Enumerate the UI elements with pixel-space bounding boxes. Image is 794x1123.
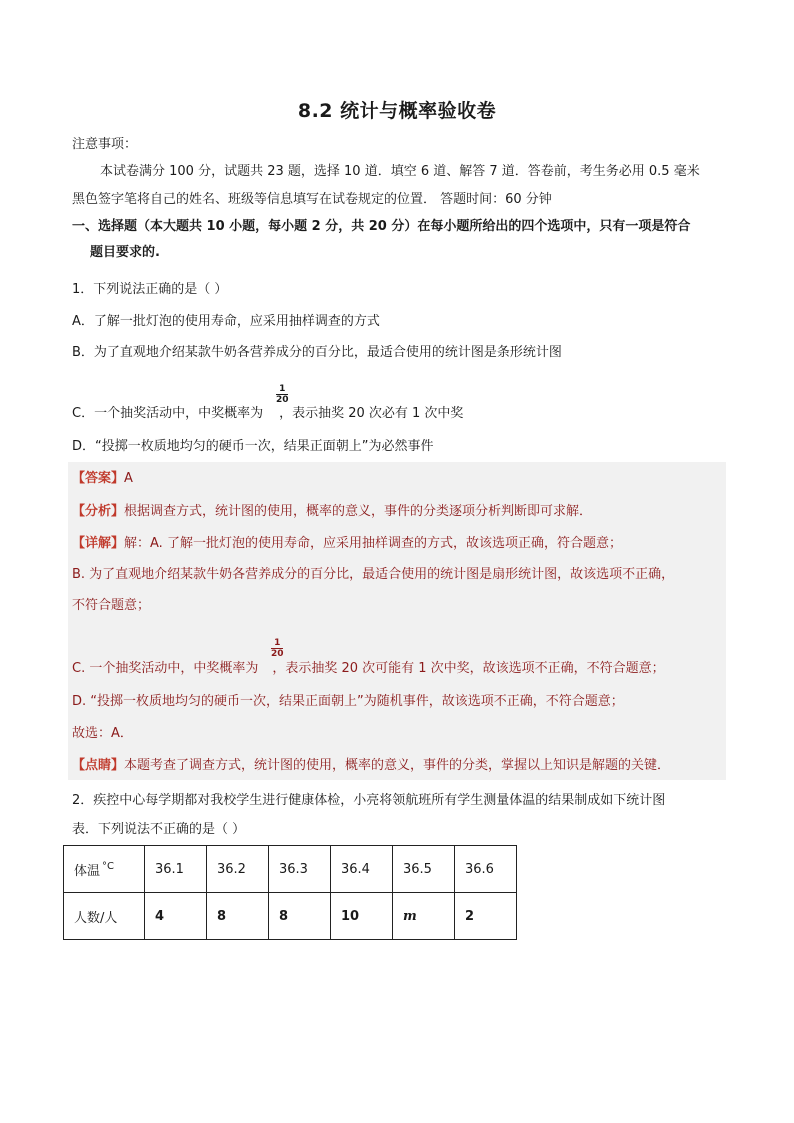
table-cell: m bbox=[393, 893, 455, 940]
remark-line bbox=[72, 757, 670, 775]
table-cell: 36.3 bbox=[269, 846, 331, 893]
analysis-text: 根据调查方式，统计图的使用，概率的意义，事件的分类逐项分析判断即可求解． bbox=[124, 504, 593, 519]
detail-c-text-before: C. 一个抽奖活动中，中奖概率为 bbox=[72, 661, 259, 676]
table-cell: 36.6 bbox=[455, 846, 517, 893]
fraction-numerator: 1 bbox=[279, 384, 286, 394]
notice-line-2: 黑色签字笔将自己的姓名、班级等信息填写在试卷规定的位置． 答题时间：60 分钟 bbox=[72, 192, 552, 207]
detail-a-text: 解：A. 了解一批灯泡的使用寿命，应采用抽样调查的方式，故该选项正确，符合题意； bbox=[124, 536, 622, 551]
unit-label: °C bbox=[102, 861, 114, 873]
analysis-line bbox=[72, 503, 592, 521]
detail-line-b1: B. 为了直观地介绍某款牛奶各营养成分的百分比，最适合使用的统计图是扇形统计图，故该选项不正确， bbox=[72, 567, 675, 582]
table-row bbox=[64, 846, 517, 893]
answer-line bbox=[72, 470, 133, 488]
table-row-header: 人数/人 bbox=[64, 893, 145, 940]
table-cell: 10 bbox=[331, 893, 393, 940]
fraction-denominator: 20 bbox=[276, 395, 289, 405]
table-cell: 2 bbox=[455, 893, 517, 940]
fraction-denominator: 20 bbox=[271, 649, 284, 659]
question-1-option-b: B．为了直观地介绍某款牛奶各营养成分的百分比，最适合使用的统计图是条形统计图 bbox=[72, 345, 562, 360]
question-1-option-d: D．“投掷一枚质地均匀的硬币一次，结果正面朝上”为必然事件 bbox=[72, 439, 434, 454]
table-row bbox=[64, 893, 517, 940]
notice-line-1: 本试卷满分 100 分，试题共 23 题，选择 10 道．填空 6 道、解答 7 道．答卷前，考生务必用 0.5 毫米 bbox=[100, 164, 700, 179]
option-c-text-before: C．一个抽奖活动中，中奖概率为 bbox=[72, 406, 264, 421]
question-1-option-a: A．了解一批灯泡的使用寿命，应采用抽样调查的方式 bbox=[72, 314, 380, 329]
table-cell: 36.2 bbox=[207, 846, 269, 893]
remark-text: 本题考查了调查方式，统计图的使用，概率的意义，事件的分类，掌握以上知识是解题的关键． bbox=[124, 758, 671, 773]
question-2-stem-line-2: 表．下列说法不正确的是（ ） bbox=[72, 822, 246, 837]
table-cell: 4 bbox=[145, 893, 207, 940]
temperature-table bbox=[63, 845, 517, 940]
detail-line-d: D. “投掷一枚质地均匀的硬币一次，结果正面朝上”为随机事件，故该选项不正确，不符合题意； bbox=[72, 694, 624, 709]
table-cell: 36.5 bbox=[393, 846, 455, 893]
table-cell: 36.1 bbox=[145, 846, 207, 893]
remark-tag: 【点睛】 bbox=[72, 758, 125, 773]
section-heading-line-2: 题目要求的. bbox=[90, 245, 160, 260]
notice-heading: 注意事项： bbox=[72, 137, 138, 152]
answer-tag: 【答案】 bbox=[72, 471, 125, 486]
question-1-fraction bbox=[276, 384, 289, 405]
detail-tag: 【详解】 bbox=[72, 536, 125, 551]
detail-line-a bbox=[72, 535, 622, 553]
detail-line-b2: 不符合题意； bbox=[72, 598, 151, 613]
table-cell: 8 bbox=[207, 893, 269, 940]
table-cell: 36.4 bbox=[331, 846, 393, 893]
choose-line: 故选：A． bbox=[72, 726, 133, 741]
detail-fraction bbox=[271, 638, 284, 659]
fraction-numerator: 1 bbox=[274, 638, 281, 648]
page-title: 8.2 统计与概率验收卷 bbox=[297, 100, 497, 122]
table-cell: 8 bbox=[269, 893, 331, 940]
detail-c-text-after: ，表示抽奖 20 次可能有 1 次中奖，故该选项不正确，不符合题意； bbox=[272, 661, 665, 676]
analysis-tag: 【分析】 bbox=[72, 504, 125, 519]
question-1-stem: 1．下列说法正确的是（ ） bbox=[72, 282, 228, 297]
answer-value: A bbox=[124, 471, 133, 486]
option-c-text-after: ，表示抽奖 20 次必有 1 次中奖 bbox=[279, 406, 464, 421]
detail-line-c bbox=[72, 660, 665, 678]
question-2-stem-line-1: 2．疾控中心每学期都对我校学生进行健康体检，小亮将领航班所有学生测量体温的结果制成如下统计图 bbox=[72, 793, 666, 808]
section-heading-line-1: 一、选择题（本大题共 10 小题，每小题 2 分，共 20 分）在每小题所给出的四个选项中，只有一项是符合 bbox=[72, 219, 691, 234]
table-row-header: 体温 $^{^\circ C}$ bbox=[64, 846, 145, 893]
question-1-option-c bbox=[72, 405, 463, 423]
